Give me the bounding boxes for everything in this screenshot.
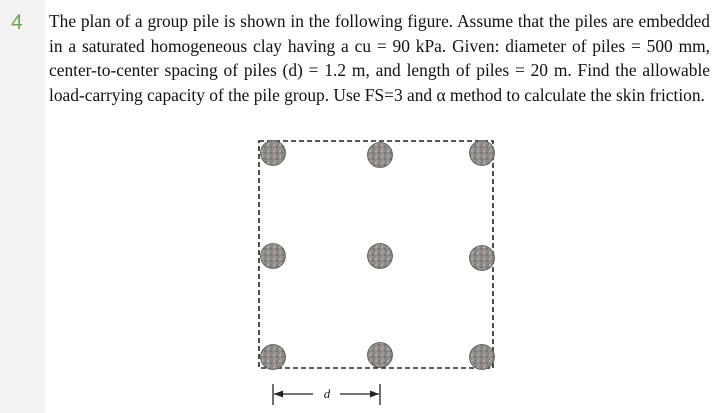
pile [261,345,286,370]
pile [368,143,393,168]
pile [368,343,393,368]
pile-grid [261,141,495,370]
pile [261,244,286,269]
question-number: 4 [11,11,23,34]
problem-statement: The plan of a group pile is shown in the following figure. Assume that the piles are embedded in a saturated homogeneous clay having a cu = 90 kPa. Given: diameter of piles = 500 mm, center-to-center spacing of piles (d) = 1.2 m, and length of piles = 20 m. Find the allowable load-carrying capacity of the pile group. Use FS=3 and α method to calculate the skin friction. [49,11,710,105]
pile [470,345,495,370]
pile [368,244,393,269]
pile [470,246,495,271]
question-card [45,0,724,413]
spacing-label: d [323,386,331,401]
pile-group-plan [45,0,724,413]
pile [261,141,286,166]
pile [470,141,495,166]
